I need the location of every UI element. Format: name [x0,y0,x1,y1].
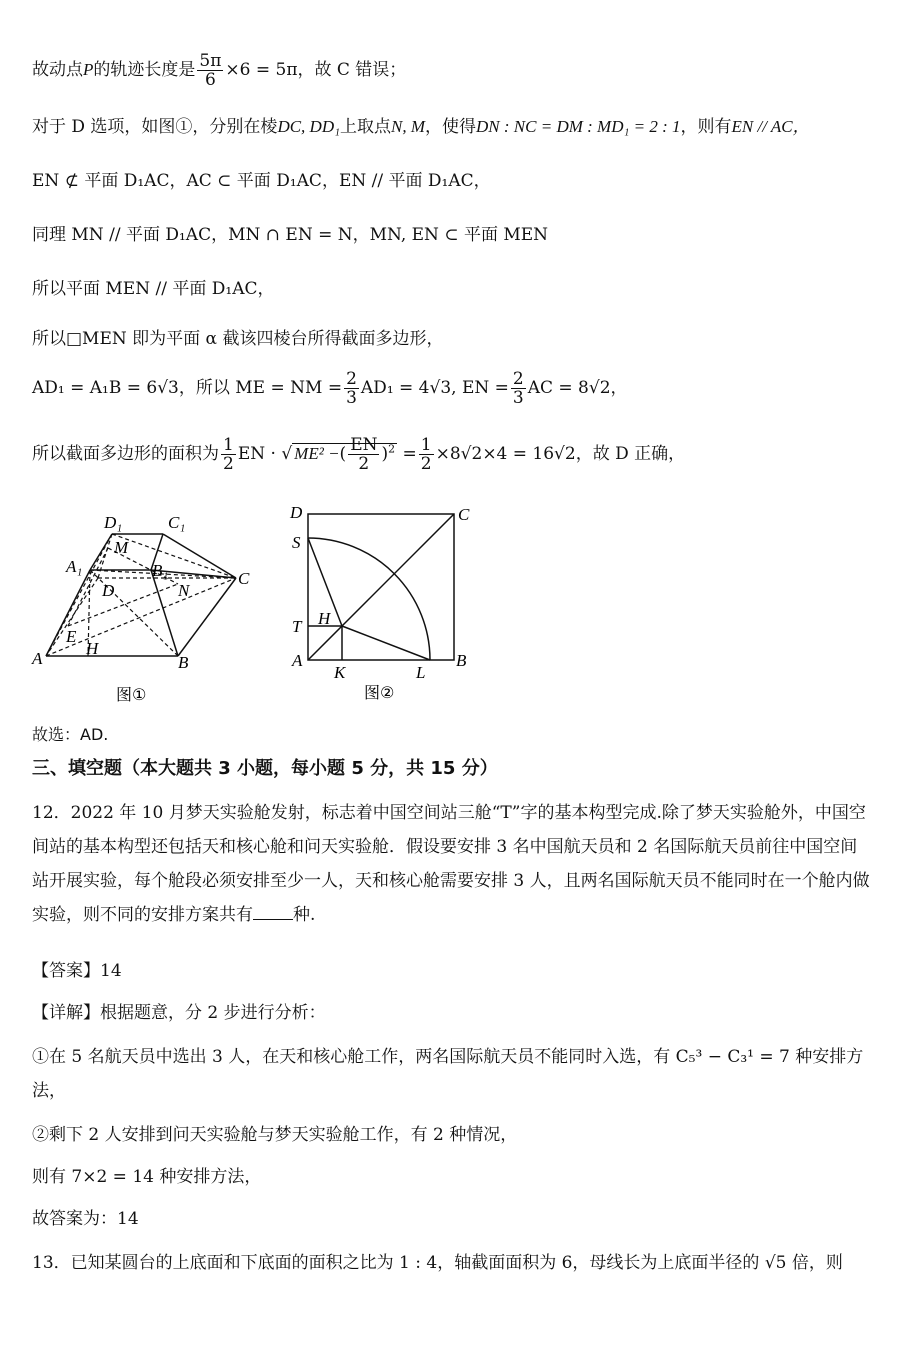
text: 的轨迹长度是 [93,60,196,80]
step-result: 则有 7×2 = 14 种安排方法， [32,1167,262,1187]
line-7 [32,370,872,407]
fraction-2-3: $\frac{2}{3}$ [512,369,524,408]
line-3: EN ⊄ 平面 D₁AC，AC ⊂ 平面 D₁AC，EN // 平面 D₁AC， [32,171,491,191]
label-c1: C₁ [168,513,186,532]
points: N, M [391,117,426,136]
label-l: L [416,663,426,682]
label-n: N [178,581,190,600]
answer-label: 【答案】14 [32,961,122,981]
question-12 [32,796,872,932]
fraction-1-2: $\frac{1}{2}$ [420,435,432,474]
label-a: A [292,651,303,670]
fraction-1-2: $\frac{1}{2}$ [223,435,234,474]
label-a: A [32,649,43,668]
text: ，使得 [425,117,477,137]
label-d: D [102,581,115,600]
text: = [402,444,417,464]
step-2: ②剩下 2 人安排到问天实验舱与梦天实验舱工作，有 2 种情况， [32,1125,518,1145]
text: ME² − [294,444,340,463]
label-s: S [292,533,301,552]
label-b1: B₁ [152,561,169,580]
text: ，则有 [680,117,732,137]
figure-2-square [282,500,482,710]
label-e: E [66,627,77,646]
line-answer-ad: 故选：AD. [32,725,109,744]
label-d1: D₁ [104,513,123,532]
text: 12．2022 年 10 月梦天实验舱发射，标志着中国空间站三舱“T”字的基本构型完成.除了梦天实验舱外，中国空间站的基本构型还包括天和核心舱和问天实验舱．假设要安排 3 名中国航天员和 2 名国际航天员前往中国空间站开展实验，每个舱段必须安排至少一人，天和核心舱需要安排 3 人，且两名国际航天员不能同时在一个舱内做实验，则不同的安排方案共有 [32,803,870,925]
label-c: C [238,569,250,588]
fraction-2-3: $\frac{2}{3}$ [346,369,357,408]
edges: DC, DD₁ [277,117,341,136]
label-h: H [86,639,99,658]
text: ×8√2×4 = 16√2，故 D 正确， [435,444,686,464]
line-5: 所以平面 MEN // 平面 D₁AC， [32,279,275,299]
label-m: M [114,538,129,557]
line-option-d [32,114,872,140]
text: 所以截面多边形的面积为 [32,444,219,464]
figure-1-frustum [28,508,268,708]
detail-label: 【详解】根据题意，分 2 步进行分析： [32,1003,326,1023]
text: ×6 = 5π，故 C 错误； [225,60,407,80]
final-answer: 故答案为：14 [32,1209,139,1229]
line-trajectory [32,52,872,89]
label-t: T [292,617,302,636]
section-heading-fill-blank: 三、填空题（本大题共 3 小题，每小题 5 分，共 15 分） [32,758,498,779]
text: EN · [237,444,276,464]
line-4: 同理 MN // 平面 D₁AC，MN ∩ EN = N，MN, EN ⊂ 平面 MEN [32,225,549,245]
var-p: P [83,60,94,79]
sqrt-expression: √ ME² −( $\frac{EN}{2}$ )$^2$ [281,435,396,474]
step-1: ①在 5 名航天员中选出 3 人，在天和核心舱工作，两名国际航天员不能同时入选，有 C₅³ − C₃¹ = 7 种安排方法， [32,1047,864,1101]
label-b: B [456,651,467,670]
text: AD₁ = A₁B = 6√3，所以 ME = NM = [32,378,343,398]
label-c: C [458,505,470,524]
label-d: D [290,503,303,522]
fraction-5pi-6: $\frac{5\pi}{6}$ [199,51,222,90]
label-k: K [334,663,346,682]
line-6: 所以□MEN 即为平面 α 截该四棱台所得截面多边形， [32,329,444,349]
parallel: EN // AC， [731,117,810,136]
line-8-area [32,436,872,473]
text: AC = 8√2， [527,378,628,398]
fraction-en-2: $\frac{EN}{2}$ [350,435,378,474]
caption-fig2: 图② [364,683,395,702]
label-b: B [178,653,189,672]
text: 故动点 [32,60,83,80]
text: 种. [293,905,316,925]
label-a1: A₁ [66,557,83,576]
label-h: H [318,609,331,628]
text: 对于 D 选项，如图①，分别在棱 [32,117,278,137]
text: 上取点 [340,117,392,137]
ratio: DN : NC = DM : MD₁ = 2 : 1 [476,117,681,136]
text: AD₁ = 4√3, EN = [360,378,509,398]
answer-blank [253,903,293,920]
caption-fig1: 图① [116,685,147,704]
question-13: 13．已知某圆台的上底面和下底面的面积之比为 1 : 4，轴截面面积为 6，母线长为上底面半径的 √5 倍，则 [32,1253,843,1273]
